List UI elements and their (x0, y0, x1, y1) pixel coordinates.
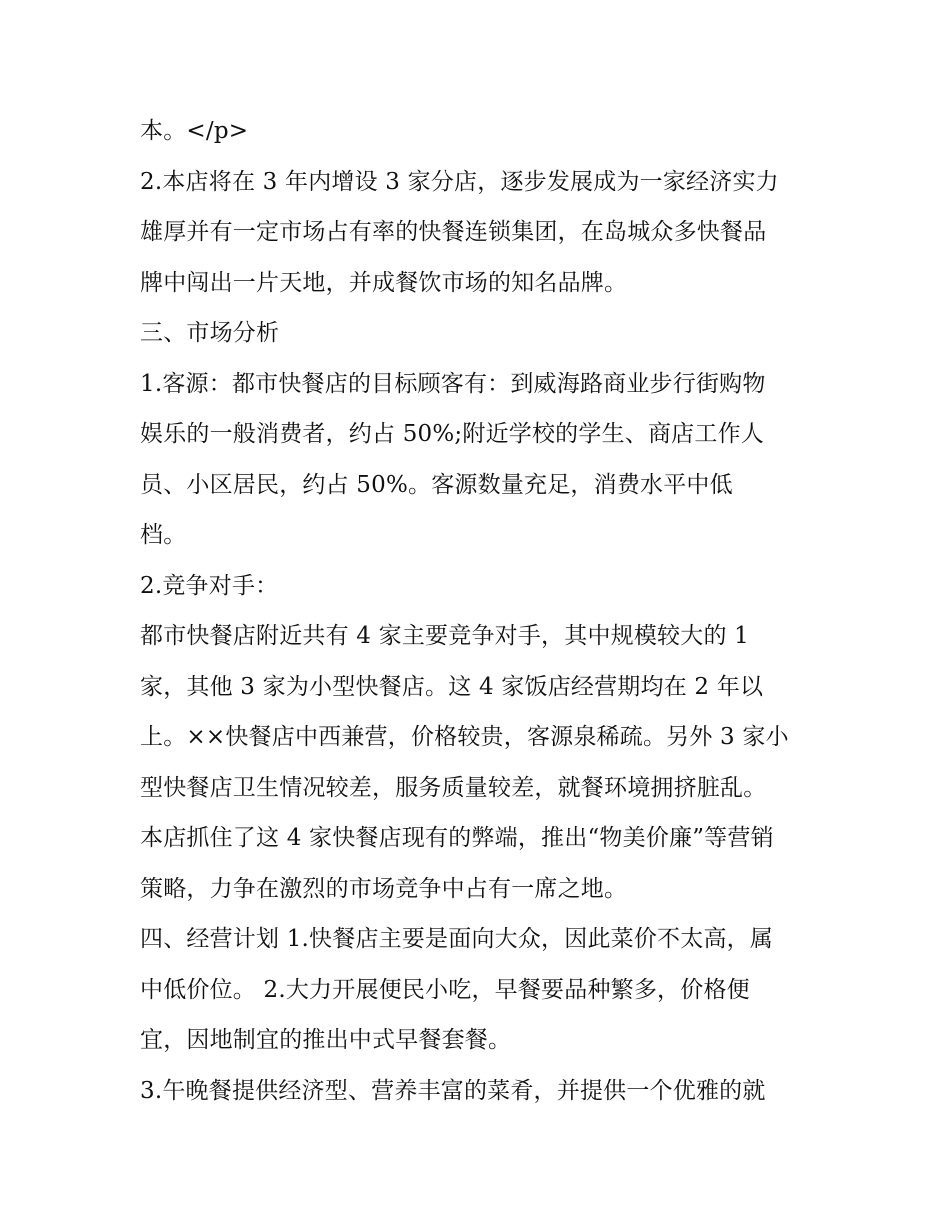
text-line-3: 雄厚并有一定市场占有率的快餐连锁集团，在岛城众多快餐品 (140, 219, 767, 245)
text-line-9: 档。 (140, 522, 187, 548)
text-line-4: 牌中闯出一片天地，并成餐饮市场的知名品牌。 (140, 269, 628, 296)
text-line-12: 家，其他 3 家为小型快餐店。这 4 家饭店经营期均在 2 年以 (140, 673, 764, 700)
text-line-7: 娱乐的一般消费者，约占 50%;附近学校的学生、商店工作人 (140, 421, 764, 447)
text-line-15: 本店抓住了这 4 家快餐店现有的弊端，推出“物美价廉”等营销 (140, 825, 774, 851)
text-line-1: 本。</p> (140, 118, 249, 144)
text-line-13: 上。××快餐店中西兼营，价格较贵，客源泉稀疏。另外 3 家小 (140, 724, 789, 750)
text-line-20: 3.午晚餐提供经济型、营养丰富的菜肴，并提供一个优雅的就 (140, 1077, 766, 1104)
document-body (140, 106, 820, 1116)
text-line-6: 1.客源：都市快餐店的目标顾客有：到威海路商业步行街购物 (140, 370, 766, 397)
section-heading-business-plan: 四、经营计划 1.快餐店主要是面向大众，因此菜价不太高，属 (140, 926, 774, 952)
text-line-14: 型快餐店卫生情况较差，服务质量较差，就餐环境拥挤脏乱。 (140, 774, 767, 801)
text-line-2: 2.本店将在 3 年内增设 3 家分店，逐步发展成为一家经济实力 (140, 168, 779, 195)
text-line-16: 策略，力争在激烈的市场竞争中占有一席之地。 (140, 875, 628, 902)
subheading-competitors: 2.竞争对手： (140, 572, 279, 599)
text-line-19: 宜，因地制宜的推出中式早餐套餐。 (140, 1027, 512, 1053)
text-line-11: 都市快餐店附近共有 4 家主要竞争对手，其中规模较大的 1 (140, 623, 749, 649)
text-line-18: 中低价位。 2.大力开展便民小吃，早餐要品种繁多，价格便 (140, 976, 750, 1003)
text-line-8: 员、小区居民，约占 50%。客源数量充足，消费水平中低 (140, 471, 733, 498)
section-heading-market-analysis: 三、市场分析 (140, 320, 280, 346)
